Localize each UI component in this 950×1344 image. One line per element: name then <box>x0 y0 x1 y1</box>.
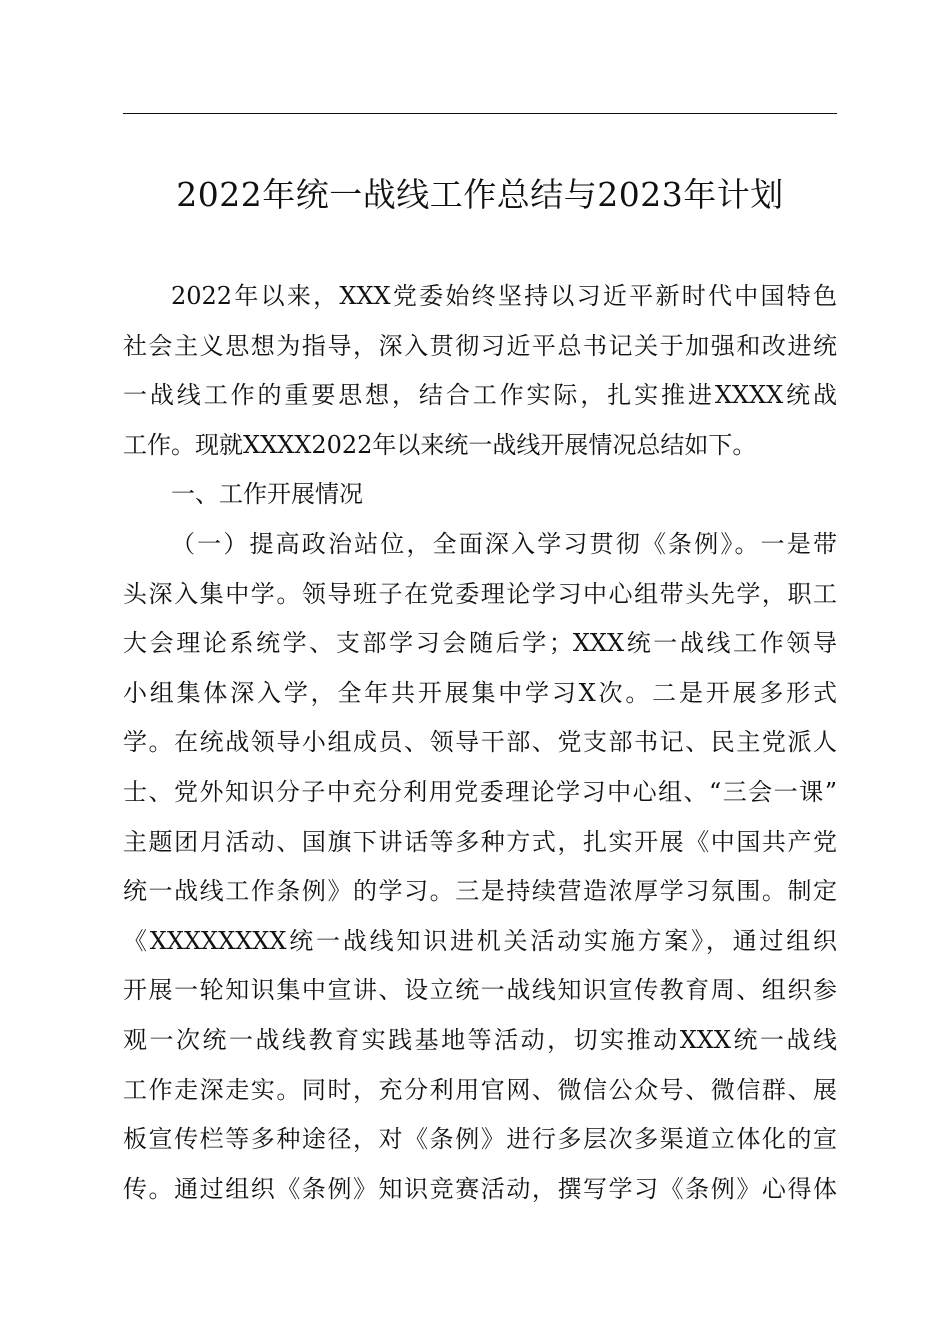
paragraph-2-line-12: 工作走深走实。同时，充分利用官网、微信公众号、微信群、展 <box>123 1075 837 1104</box>
document-title: 2022年统一战线工作总结与2023年计划 <box>176 175 784 214</box>
paragraph-2-line-3: 大会理论系统学、支部学习会随后学；XXX统一战线工作领导 <box>123 629 837 658</box>
section-heading: 一、工作开展情况 <box>171 480 363 509</box>
document-body <box>123 272 837 1214</box>
paragraph-2-line-14: 传。通过组织《条例》知识竞赛活动，撰写学习《条例》心得体 <box>123 1174 837 1203</box>
paragraph-1-line-1: 2022年以来，XXX党委始终坚持以习近平新时代中国特色 <box>171 282 837 310</box>
paragraph-2-line-6: 士、党外知识分子中充分利用党委理论学习中心组、“三会一课” <box>123 777 837 806</box>
paragraph-2-line-13: 板宣传栏等多种途径，对《条例》进行多层次多渠道立体化的宣 <box>123 1125 837 1154</box>
paragraph-2-line-9: 《XXXXXXXX统一战线知识进机关活动实施方案》，通过组织 <box>123 926 837 955</box>
paragraph-1-line-3: 一战线工作的重要思想，结合工作实际，扎实推进XXXX统战 <box>123 381 837 410</box>
paragraph-1-line-4: 工作。现就XXXX2022年以来统一战线开展情况总结如下。 <box>123 430 757 459</box>
paragraph-2-line-8: 统一战线工作条例》的学习。三是持续营造浓厚学习氛围。制定 <box>123 877 837 906</box>
paragraph-2-line-10: 开展一轮知识集中宣讲、设立统一战线知识宣传教育周、组织参 <box>123 976 837 1005</box>
paragraph-2-line-1: （一）提高政治站位，全面深入学习贯彻《条例》。一是带 <box>171 529 837 558</box>
paragraph-2-line-11: 观一次统一战线教育实践基地等活动，切实推动XXX统一战线 <box>123 1025 837 1054</box>
paragraph-2-line-4: 小组集体深入学，全年共开展集中学习X次。二是开展多形式 <box>123 678 837 707</box>
header-rule <box>123 113 837 114</box>
paragraph-1-line-2: 社会主义思想为指导，深入贯彻习近平总书记关于加强和改进统 <box>123 331 837 360</box>
paragraph-2-line-5: 学。在统战领导小组成员、领导干部、党支部书记、民主党派人 <box>123 728 837 757</box>
paragraph-2-line-7: 主题团月活动、国旗下讲话等多种方式，扎实开展《中国共产党 <box>123 827 837 856</box>
paragraph-2-line-2: 头深入集中学。领导班子在党委理论学习中心组带头先学，职工 <box>123 579 837 608</box>
